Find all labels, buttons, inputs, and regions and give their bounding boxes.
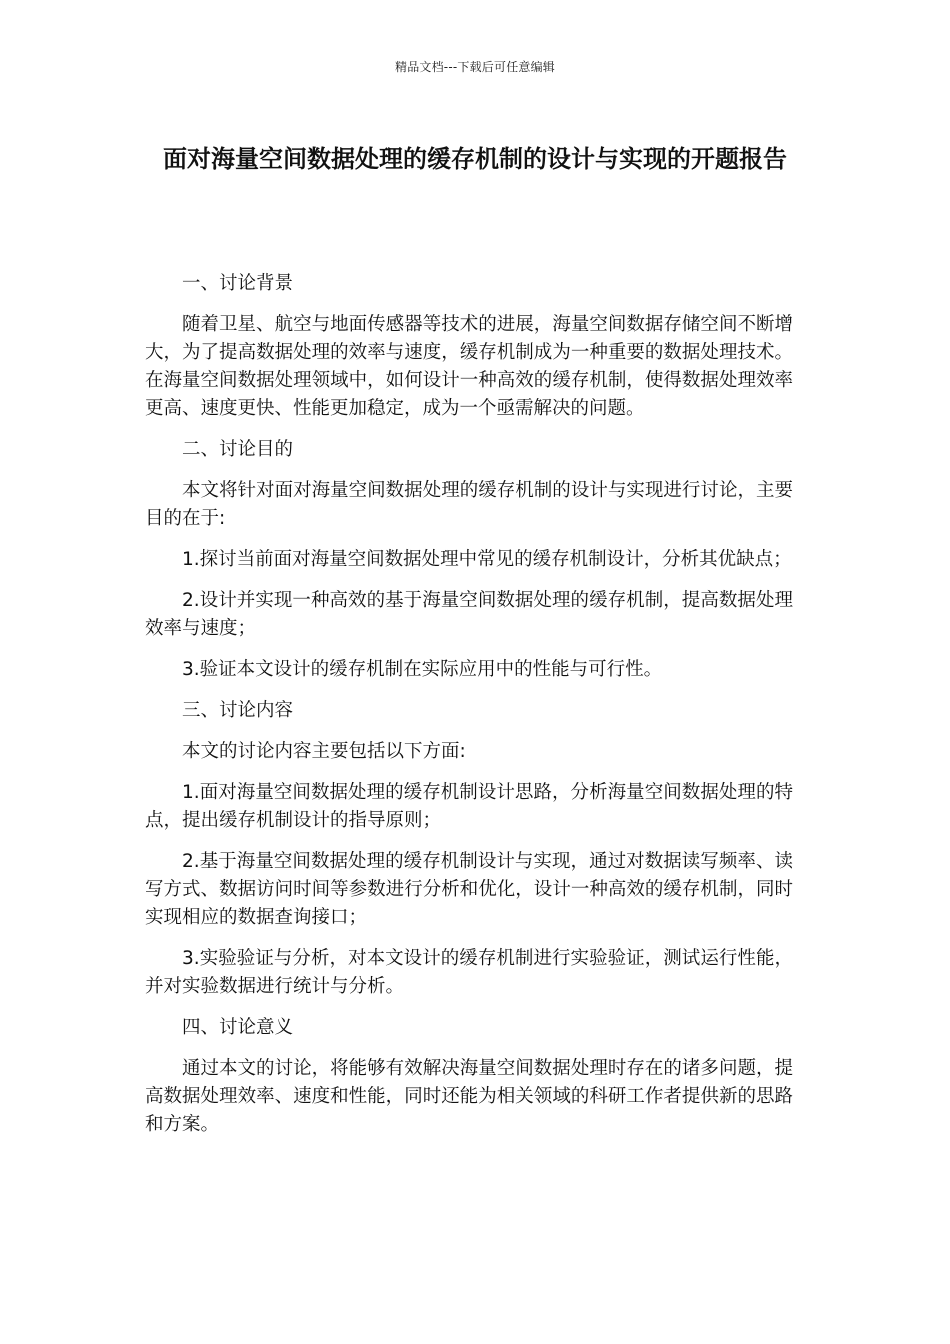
paragraph: 本文将针对面对海量空间数据处理的缓存机制的设计与实现进行讨论，主要目的在于: xyxy=(145,480,793,529)
paragraph: 通过本文的讨论，将能够有效解决海量空间数据处理时存在的诸多问题，提高数据处理效率、速度和性能，同时还能为相关领域的科研工作者提供新的思路和方案。 xyxy=(145,1058,793,1135)
list-item: 2.基于海量空间数据处理的缓存机制设计与实现，通过对数据读写频率、读写方式、数据访问时间等参数进行分析和优化，设计一种高效的缓存机制，同时实现相应的数据查询接口； xyxy=(145,851,793,928)
section-significance xyxy=(145,1014,793,1139)
section-purpose xyxy=(145,436,793,684)
list-item: 2.设计并实现一种高效的基于海量空间数据处理的缓存机制，提高数据处理效率与速度； xyxy=(145,590,793,639)
section-heading: 二、讨论目的 xyxy=(182,439,294,460)
document-title: 面对海量空间数据处理的缓存机制的设计与实现的开题报告 xyxy=(163,145,787,173)
paragraph: 本文的讨论内容主要包括以下方面: xyxy=(182,741,466,762)
list-item: 3.验证本文设计的缓存机制在实际应用中的性能与可行性。 xyxy=(182,659,663,680)
paragraph: 随着卫星、航空与地面传感器等技术的进展，海量空间数据存储空间不断增大，为了提高数据处理的效率与速度，缓存机制成为一种重要的数据处理技术。在海量空间数据处理领域中，如何设计一种高效的缓存机制，使得数据处理效率更高、速度更快、性能更加稳定，成为一个亟需解决的问题。 xyxy=(145,314,793,419)
section-content xyxy=(145,697,793,1001)
list-item: 3.实验验证与分析，对本文设计的缓存机制进行实验验证，测试运行性能，并对实验数据进行统计与分析。 xyxy=(145,948,793,997)
list-item: 1.探讨当前面对海量空间数据处理中常见的缓存机制设计，分析其优缺点； xyxy=(182,549,792,570)
section-heading: 四、讨论意义 xyxy=(182,1017,294,1038)
page-header: 精品文档---下载后可任意编辑 xyxy=(395,60,555,74)
document-body xyxy=(145,270,793,1152)
section-heading: 一、讨论背景 xyxy=(182,273,294,294)
section-heading: 三、讨论内容 xyxy=(182,700,294,721)
section-background xyxy=(145,270,793,423)
list-item: 1.面对海量空间数据处理的缓存机制设计思路，分析海量空间数据处理的特点，提出缓存机制设计的指导原则； xyxy=(145,782,793,831)
